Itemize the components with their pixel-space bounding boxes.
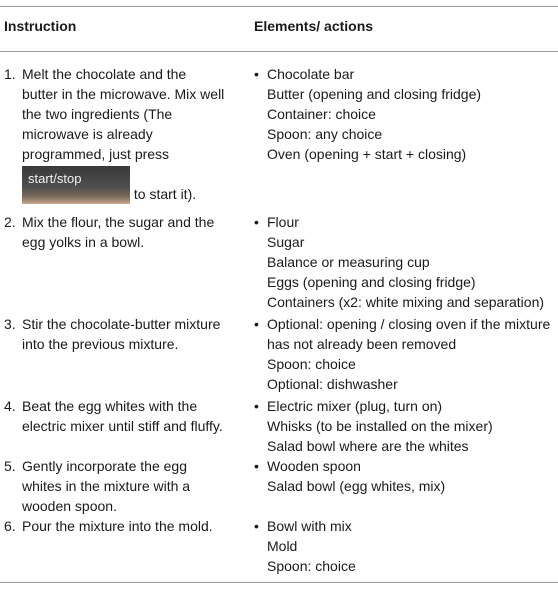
instruction-text: Gently incorporate the egg whites in the mixture with a wooden spoon. bbox=[22, 458, 191, 514]
start-stop-button-image: start/stop bbox=[22, 166, 130, 204]
row-number: 6. bbox=[4, 518, 16, 534]
row-number: 1. bbox=[4, 66, 16, 82]
header-instruction: Instruction bbox=[4, 18, 77, 34]
instruction-text: Beat the egg whites with the electric mixer until stiff and fluffy. bbox=[22, 398, 223, 434]
bullet: • bbox=[254, 316, 259, 332]
row-number: 2. bbox=[4, 214, 16, 230]
row-number: 3. bbox=[4, 316, 16, 332]
instruction-text: Pour the mixture into the mold. bbox=[22, 518, 213, 534]
elements-list: Optional: opening / closing oven if the mixture has not already been removed Spoon: choice Optional: dishwasher bbox=[267, 316, 551, 392]
instruction-text: Stir the chocolate-butter mixture into the previous mixture. bbox=[22, 316, 221, 352]
bullet: • bbox=[254, 458, 259, 474]
row-number: 5. bbox=[4, 458, 16, 474]
elements-list: Bowl with mix Mold Spoon: choice bbox=[267, 518, 356, 574]
elements-list: Electric mixer (plug, turn on) Whisks (to be installed on the mixer) Salad bowl where are the whites bbox=[267, 398, 493, 454]
row-number: 4. bbox=[4, 398, 16, 414]
elements-list: Flour Sugar Balance or measuring cup Eggs (opening and closing fridge) Containers (x2: white mixing and separation) bbox=[267, 214, 545, 310]
bullet: • bbox=[254, 214, 259, 230]
instruction-text: Mix the flour, the sugar and the egg yolks in a bowl. bbox=[22, 214, 215, 250]
bullet: • bbox=[254, 518, 259, 534]
header-elements-actions: Elements/ actions bbox=[254, 18, 374, 34]
header-rule bbox=[0, 51, 558, 52]
bottom-rule bbox=[0, 582, 558, 583]
bullet: • bbox=[254, 398, 259, 414]
elements-list: Chocolate bar Butter (opening and closing fridge) Container: choice Spoon: any choice Oven (opening + start + closing) bbox=[267, 66, 482, 162]
bullet: • bbox=[254, 66, 259, 82]
elements-list: Wooden spoon Salad bowl (egg whites, mix) bbox=[267, 458, 446, 494]
instruction-text: Melt the chocolate and the butter in the microwave. Mix well the two ingredients (The microwave is already programmed, just press start/stop to start it). bbox=[22, 66, 225, 202]
top-rule bbox=[0, 6, 558, 7]
